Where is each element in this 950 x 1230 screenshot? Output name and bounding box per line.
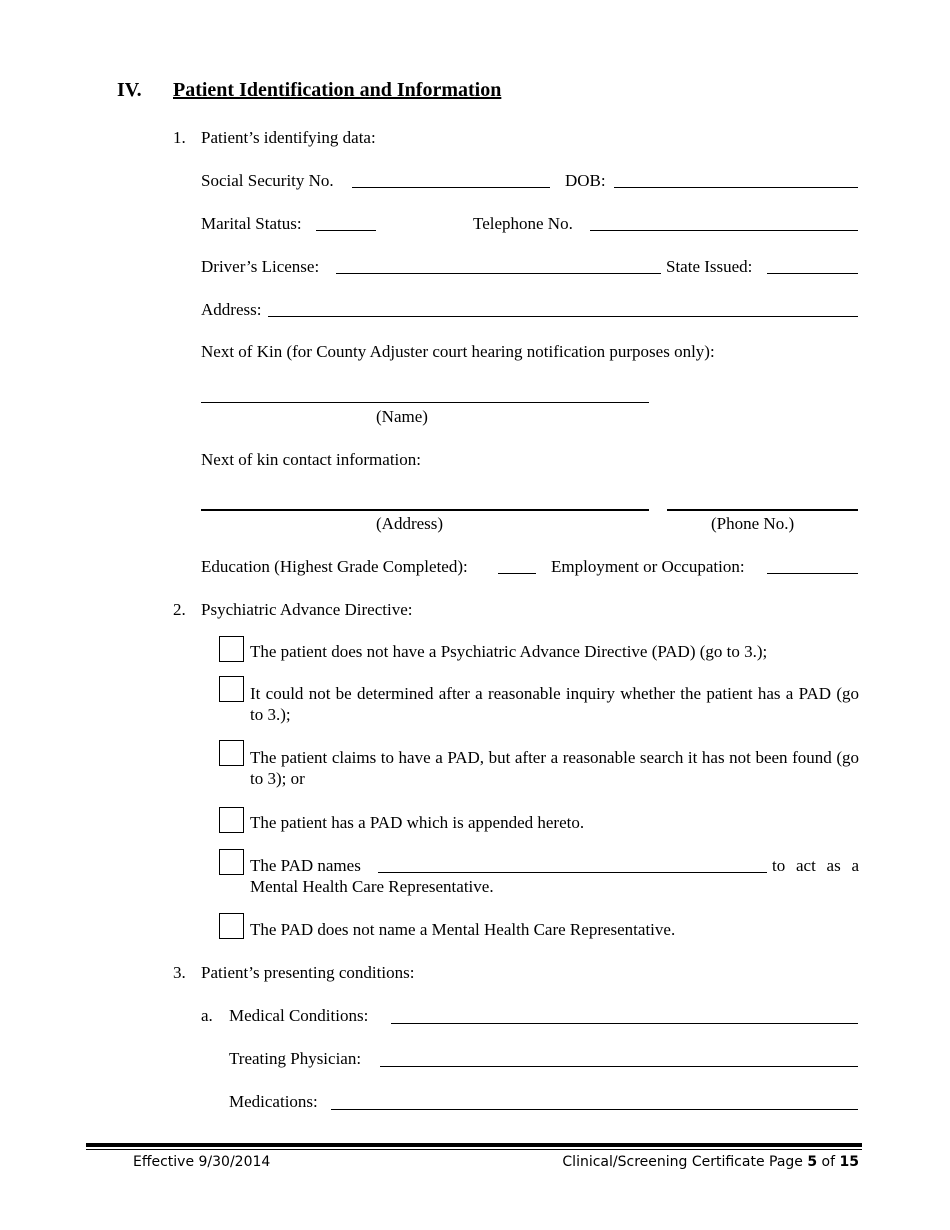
state-issued-field[interactable]	[767, 273, 858, 274]
address-caption: (Address)	[376, 514, 444, 533]
kin-contact-label: Next of kin contact information:	[201, 450, 421, 469]
education-label: Education (Highest Grade Completed):	[201, 557, 468, 576]
pad-option-1-checkbox[interactable]	[219, 636, 244, 662]
kin-address-field[interactable]	[201, 509, 649, 511]
ssn-field[interactable]	[352, 187, 550, 188]
section-title: Patient Identification and Information	[173, 79, 502, 101]
next-of-kin-label: Next of Kin (for County Adjuster court hearing notification purposes only):	[201, 342, 715, 361]
footer-page-number: 5	[807, 1154, 818, 1170]
item2-label: Psychiatric Advance Directive:	[201, 600, 413, 619]
item2-number: 2.	[173, 600, 186, 619]
pad-option-4-checkbox[interactable]	[219, 807, 244, 833]
pad-option-5-line2: Mental Health Care Representative.	[250, 877, 494, 896]
pad-option-5-suffix: to act as a	[772, 856, 859, 875]
pad-option-2-checkbox[interactable]	[219, 676, 244, 702]
dob-field[interactable]	[614, 187, 858, 188]
footer-effective-date: Effective 9/30/2014	[133, 1154, 271, 1170]
next-of-kin-name-field[interactable]	[201, 402, 649, 403]
marital-status-field[interactable]	[316, 230, 376, 231]
pad-representative-name-field[interactable]	[378, 872, 767, 873]
medications-label: Medications:	[229, 1092, 318, 1111]
address-field[interactable]	[268, 316, 858, 317]
item3-number: 3.	[173, 963, 186, 982]
section-number: IV.	[117, 79, 142, 101]
employment-label: Employment or Occupation:	[551, 557, 745, 576]
footer-rule-thin	[86, 1149, 862, 1150]
phone-caption: (Phone No.)	[711, 514, 795, 533]
footer-rule-thick	[86, 1143, 862, 1147]
treating-physician-field[interactable]	[380, 1066, 858, 1067]
pad-option-2-label: It could not be determined after a reasonable inquiry whether the patient has a PAD (go to 3.);	[250, 684, 859, 724]
employment-field[interactable]	[767, 573, 858, 574]
name-caption: (Name)	[376, 407, 428, 426]
item1-number: 1.	[173, 128, 186, 147]
item3-label: Patient’s presenting conditions:	[201, 963, 415, 982]
dob-label: DOB:	[565, 171, 606, 190]
item1-label: Patient’s identifying data:	[201, 128, 376, 147]
pad-option-5-checkbox[interactable]	[219, 849, 244, 875]
item3a-letter: a.	[201, 1006, 213, 1025]
footer-of: of	[817, 1154, 840, 1170]
footer-page-info	[562, 1155, 859, 1169]
address-label: Address:	[201, 300, 262, 319]
pad-option-4-label: The patient has a PAD which is appended hereto.	[250, 813, 585, 832]
telephone-field[interactable]	[590, 230, 858, 231]
drivers-license-label: Driver’s License:	[201, 257, 320, 276]
pad-option-6-checkbox[interactable]	[219, 913, 244, 939]
marital-status-label: Marital Status:	[201, 214, 302, 233]
drivers-license-field[interactable]	[336, 273, 661, 274]
medications-field[interactable]	[331, 1109, 858, 1110]
treating-physician-label: Treating Physician:	[229, 1049, 362, 1068]
pad-option-5-prefix: The PAD names	[250, 856, 361, 875]
pad-option-3-checkbox[interactable]	[219, 740, 244, 766]
pad-option-6-label: The PAD does not name a Mental Health Care Representative.	[250, 920, 676, 939]
education-field[interactable]	[498, 573, 536, 574]
telephone-label: Telephone No.	[473, 214, 573, 233]
ssn-label: Social Security No.	[201, 171, 334, 190]
state-issued-label: State Issued:	[666, 257, 753, 276]
medical-conditions-field[interactable]	[391, 1023, 858, 1024]
pad-option-1-label: The patient does not have a Psychiatric Advance Directive (PAD) (go to 3.);	[250, 642, 768, 661]
pad-option-3-label: The patient claims to have a PAD, but after a reasonable search it has not been found (go to 3); or	[250, 748, 859, 788]
kin-phone-field[interactable]	[667, 509, 858, 511]
medical-conditions-label: Medical Conditions:	[229, 1006, 369, 1025]
footer-total-pages: 15	[839, 1154, 859, 1170]
footer-cert-prefix: Clinical/Screening Certificate Page	[562, 1154, 808, 1170]
